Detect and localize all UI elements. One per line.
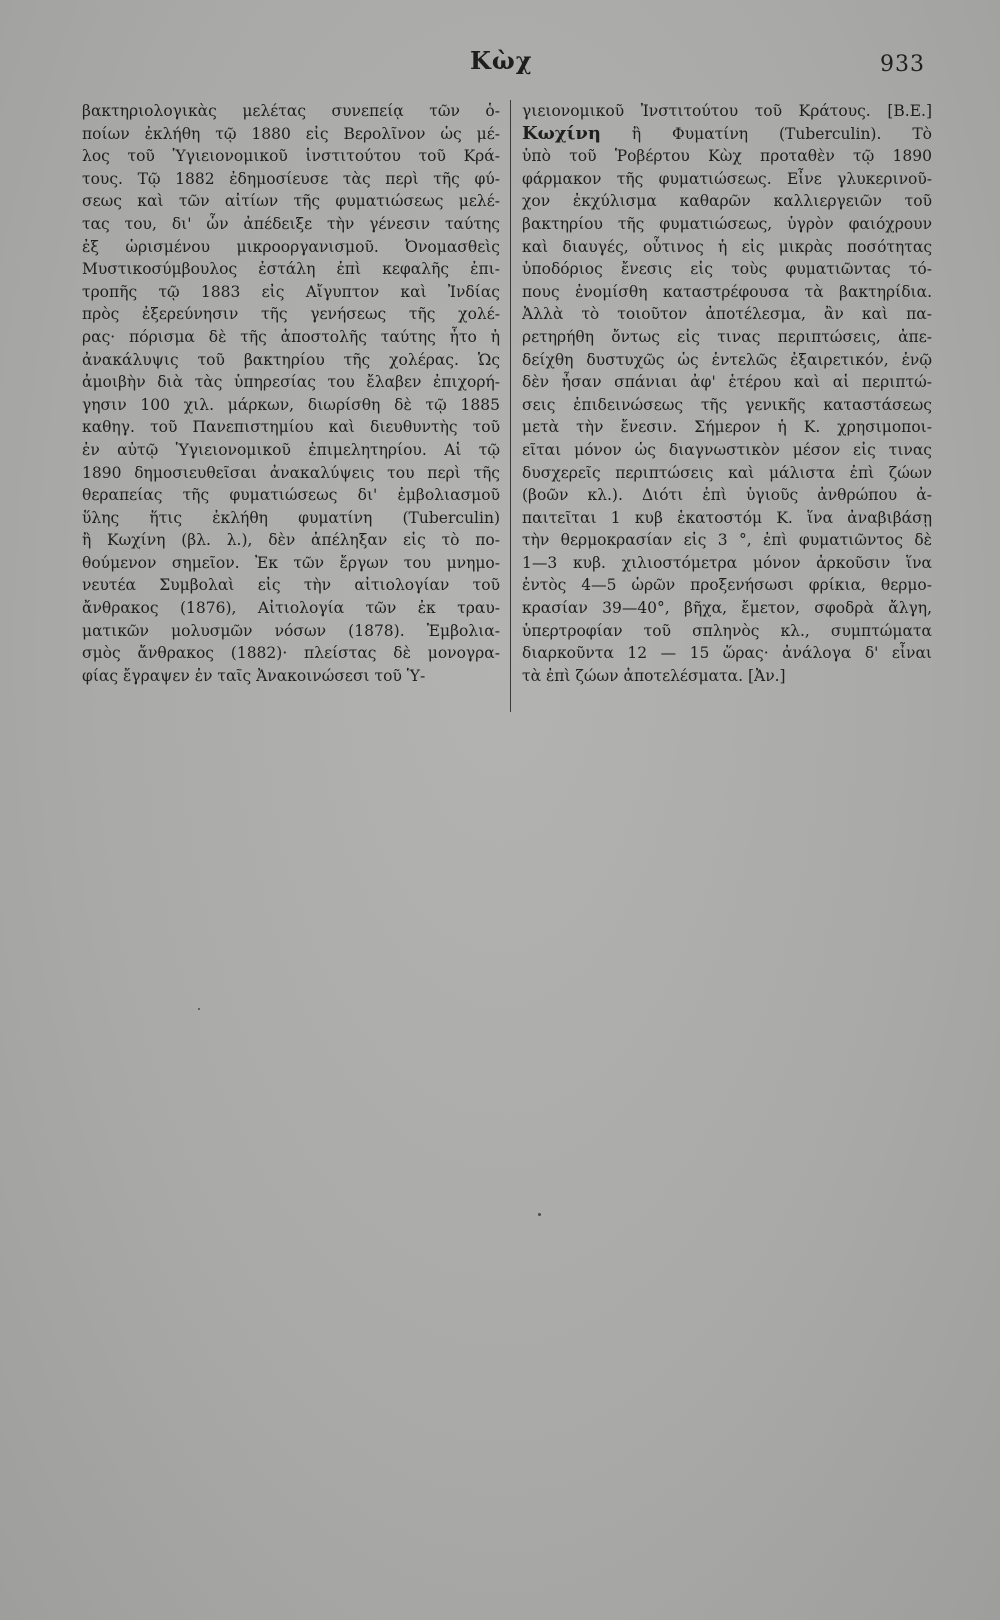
- left-line: ἢ Κωχίνη (βλ. λ.), δὲν ἀπέληξαν εἰς τὸ πο-: [82, 531, 500, 550]
- right-line: χον ἐκχύλισμα καθαρῶν καλλιεργειῶν τοῦ: [522, 192, 932, 211]
- left-line: τροπῆς τῷ 1883 εἰς Αἴγυπτον καὶ Ἰνδίας: [82, 282, 500, 301]
- left-line: λος τοῦ Ὑγιειονομικοῦ ἰνστιτούτου τοῦ Κρά-: [82, 147, 500, 166]
- left-line: 1890 δημοσιευθεῖσαι ἀνακαλύψεις του περὶ τῆς: [82, 463, 500, 482]
- right-line: βακτηρίου τῆς φυματιώσεως, ὑγρὸν φαιόχρουν: [522, 214, 932, 233]
- column-divider: [510, 100, 511, 712]
- left-line: ρας· πόρισμα δὲ τῆς ἀποστολῆς ταύτης ἦτο ἡ: [82, 327, 500, 346]
- left-line: τας του, δι' ὧν ἀπέδειξε τὴν γένεσιν ταύτης: [82, 214, 500, 233]
- left-line: τους. Τῷ 1882 ἐδημοσίευσε τὰς περὶ τῆς φύ-: [82, 169, 500, 188]
- left-line: σεως καὶ τῶν αἰτίων τῆς φυματιώσεως μελέ-: [82, 192, 500, 211]
- left-line: ματικῶν μολυσμῶν νόσων (1878). Ἐμβολια-: [82, 621, 500, 640]
- right-line: τὴν θερμοκρασίαν εἰς 3 °, ἐπὶ φυματιῶντος δὲ: [522, 531, 932, 550]
- left-column: [82, 100, 500, 687]
- left-line: ὕλης ἥτις ἐκλήθη φυματίνη (Tuberculin): [82, 508, 500, 527]
- left-line: γησιν 100 χιλ. μάρκων, διωρίσθη δὲ τῷ 1885: [82, 395, 500, 414]
- left-line: πρὸς ἐξερεύνησιν τῆς γενήσεως τῆς χολέ-: [82, 305, 500, 324]
- right-line: εῖται μόνον ὡς διαγνωστικὸν μέσον εἰς τινας: [522, 440, 932, 459]
- left-line: ποίων ἐκλήθη τῷ 1880 εἰς Βερολῖνον ὡς μέ-: [82, 124, 500, 143]
- left-line: θούμενον σημεῖον. Ἐκ τῶν ἔργων του μνημο-: [82, 553, 500, 572]
- right-line: διαρκοῦντα 12 — 15 ὥρας· ἀνάλογα δ' εἶναι: [522, 644, 932, 663]
- right-line: ὑπὸ τοῦ Ῥοβέρτου Κὼχ προταθὲν τῷ 1890: [522, 147, 932, 166]
- right-line: (βοῶν κλ.). Διότι ἐπὶ ὑγιοῦς ἀνθρώπου ἀ-: [522, 486, 932, 505]
- right-line: ἐντὸς 4—5 ὡρῶν προξενήσωσι φρίκια, θερμο-: [522, 576, 932, 595]
- right-line: μετὰ τὴν ἔνεσιν. Σήμερον ἡ Κ. χρησιμοποι-: [522, 418, 932, 437]
- entry-heading-line: [522, 123, 932, 146]
- right-line: ὑπερτροφίαν τοῦ σπληνὸς κλ., συμπτώματα: [522, 621, 932, 640]
- right-line: Ἀλλὰ τὸ τοιοῦτον ἀποτέλεσμα, ἂν καὶ πα-: [522, 305, 932, 324]
- left-line: ἐξ ὡρισμένου μικροοργανισμοῦ. Ὀνομασθεὶς: [82, 237, 500, 256]
- right-line: πους ἐνομίσθη καταστρέφουσα τὰ βακτηρίδια.: [522, 282, 932, 301]
- right-line: ρετηρήθη ὄντως εἰς τινας περιπτώσεις, ἀπε-: [522, 327, 932, 346]
- left-line: βακτηριολογικὰς μελέτας συνεπείᾳ τῶν ὁ-: [82, 102, 500, 120]
- right-line: γιειονομικοῦ Ἰνστιτούτου τοῦ Κράτους. [Β.Ε.]: [522, 102, 932, 120]
- left-line: ἄνθρακος (1876), Αἰτιολογία τῶν ἐκ τραυ-: [82, 599, 500, 618]
- left-line: ἀνακάλυψις τοῦ βακτηρίου τῆς χολέρας. Ὡς: [82, 350, 500, 369]
- right-column-body: [522, 145, 932, 687]
- right-line: δυσχερεῖς περιπτώσεις καὶ μάλιστα ἐπὶ ζώων: [522, 463, 932, 482]
- left-line: θεραπείας τῆς φυματιώσεως δι' ἐμβολιασμοῦ: [82, 486, 500, 505]
- headword-rest: ἢ Φυματίνη (Tuberculin). Τὸ: [600, 124, 932, 143]
- right-line: φάρμακον τῆς φυματιώσεως. Εἶνε γλυκερινοῦ-: [522, 169, 932, 188]
- left-line: Μυστικοσύμβουλος ἐστάλη ἐπὶ κεφαλῆς ἐπι-: [82, 260, 500, 279]
- running-header-title: Κὼχ: [470, 46, 533, 75]
- paper-speck: [538, 1213, 541, 1216]
- page-number: 933: [880, 52, 925, 77]
- right-line: τὰ ἐπὶ ζώων ἀποτελέσματα. [Ἀν.]: [522, 666, 786, 685]
- right-line: ὑποδόριος ἔνεσις εἰς τοὺς φυματιῶντας τό-: [522, 260, 932, 279]
- right-line: 1—3 κυβ. χιλιοστόμετρα μόνον ἀρκοῦσιν ἵνα: [522, 553, 932, 572]
- right-line: δὲν ἦσαν σπάνιαι ἀφ' ἑτέρου καὶ αἱ περιπτώ-: [522, 373, 932, 392]
- left-line: ἀμοιβὴν διὰ τὰς ὑπηρεσίας του ἔλαβεν ἐπιχορή-: [82, 373, 500, 392]
- left-line: φίας ἔγραψεν ἐν ταῖς Ἀνακοινώσεσι τοῦ Ὑ-: [82, 666, 426, 685]
- left-line: σμὸς ἄνθρακος (1882)· πλείστας δὲ μονογρα-: [82, 644, 500, 663]
- right-line: κρασίαν 39—40°, βῆχα, ἔμετον, σφοδρὰ ἄλγη,: [522, 599, 932, 618]
- right-line: παιτεῖται 1 κυβ ἑκατοστόμ Κ. ἵνα ἀναβιβάσῃ: [522, 508, 932, 527]
- right-line: καὶ διαυγές, οὗτινος ἡ εἰς μικρὰς ποσότητας: [522, 237, 932, 256]
- left-line: καθηγ. τοῦ Πανεπιστημίου καὶ διευθυντὴς τοῦ: [82, 418, 500, 437]
- right-column: [522, 100, 932, 687]
- right-line: σεις ἐπιδεινώσεως τῆς γενικῆς καταστάσεως: [522, 395, 932, 414]
- paper-speck: [198, 1008, 200, 1010]
- right-line: δείχθη δυστυχῶς ὡς ἐντελῶς ἐξαιρετικόν, ἐνῷ: [522, 350, 932, 369]
- left-line: νευτέα Συμβολαὶ εἰς τὴν αἰτιολογίαν τοῦ: [82, 576, 500, 595]
- headword: Κωχίνη: [522, 122, 601, 144]
- left-line: ἐν αὐτῷ Ὑγιειονομικοῦ ἐπιμελητηρίου. Αἱ τῷ: [82, 440, 500, 459]
